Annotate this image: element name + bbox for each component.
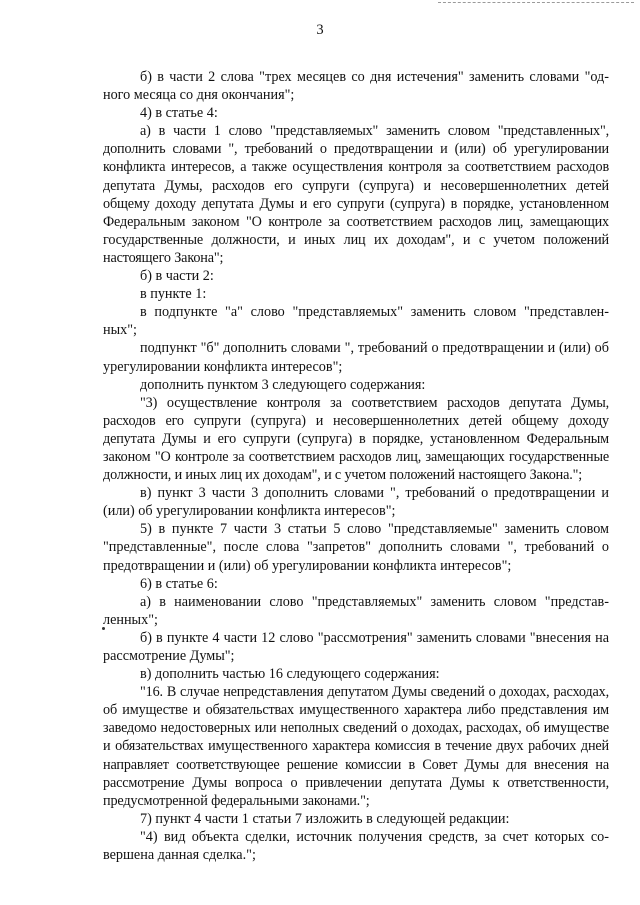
page-number: 3 [316, 22, 324, 38]
paragraph: б) в части 2: [140, 268, 214, 285]
document-body [103, 68, 609, 864]
paragraph: в подпункте "а" слово "представляемых" заменить словом "представленных"; [103, 304, 609, 339]
paragraph: дополнить пунктом 3 следующего содержания: [140, 376, 426, 393]
paragraph: 4) в статье 4: [140, 105, 218, 122]
paragraph: 6) в статье 6: [140, 575, 218, 592]
paragraph: в) дополнить частью 16 следующего содержания: [140, 666, 440, 683]
paragraph: 7) пункт 4 части 1 статьи 7 изложить в следующей редакции: [140, 810, 510, 827]
paragraph: 5) в пункте 7 части 3 статьи 5 слово "представляемые" заменить словом "представленные", после слова "запретов" дополнить словами ", требований о предотвращении и (или) об урегулировании конфликта интересов"; [103, 521, 609, 574]
paragraph: б) в пункте 4 части 12 слово "рассмотрения" заменить словами "внесения на рассмотрение Думы"; [103, 629, 609, 664]
scan-artifact-line [438, 2, 634, 4]
paragraph: а) в наименовании слово "представляемых" заменить словом "представленных"; [103, 593, 609, 628]
paragraph: б) в части 2 слова "трех месяцев со дня истечения" заменить словами "одного месяца со дня окончания"; [103, 69, 609, 104]
paragraph: "16. В случае непредставления депутатом Думы сведений о доходах, расходах, об имуществе и обязательствах имущественного характера либо представления им заведомо недостоверных или неполных сведений о доходах, расходах, об имуществе и обязательствах имущественного характера комиссия в течение двух рабочих дней направляет соответствующее решение комиссии в Совет Думы для внесения на рассмотрение Думы вопроса о привлечении депутата Думы к ответственности, предусмотренной федеральными законами."; [103, 684, 609, 809]
paragraph: "3) осуществление контроля за соответствием расходов депутата Думы, расходов его супруги (супруга) и несовершеннолетних детей общему доходу депутата Думы и его супруги (супруга) в порядке, установленном Федеральным законом "О контроле за соответствием расходов лиц, замещающих государственные должности, и иных лиц их доходам", и с учетом положений настоящего Закона."; [103, 394, 609, 484]
paragraph: в пункте 1: [140, 286, 207, 303]
paragraph: подпункт "б" дополнить словами ", требований о предотвращении и (или) об урегулировании конфликта интересов"; [103, 340, 609, 375]
paragraph: "4) вид объекта сделки, источник получения средств, за счет которых совершена данная сделка."; [103, 828, 609, 864]
paragraph: а) в части 1 слово "представляемых" заменить словом "представленных", дополнить словами ", требований о предотвращении и (или) об урегулировании конфликта интересов, а также осуществления контроля за соответствием расходов депутата Думы, расходов его супруги (супруга) и несовершеннолетних детей общему доходу депутата Думы и его супруги (супруга) в порядке, установленном Федеральным законом "О контроле за соответствием расходов лиц, замещающих государственные должности, и иных лиц их доходам", и с учетом положений настоящего Закона"; [103, 123, 609, 266]
paragraph: в) пункт 3 части 3 дополнить словами ", требований о предотвращении и (или) об урегулировании конфликта интересов"; [103, 485, 609, 520]
